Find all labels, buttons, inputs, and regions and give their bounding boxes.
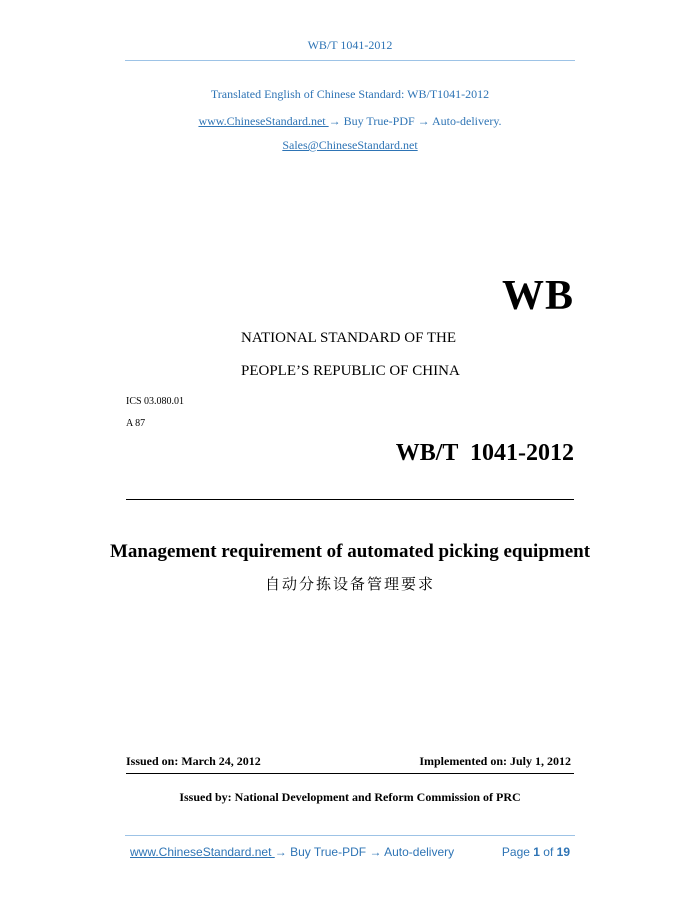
- national-standard-line1: NATIONAL STANDARD OF THE: [241, 330, 457, 346]
- purchase-line: [0, 114, 700, 129]
- footer-purchase-text: → Buy True-PDF → Auto-delivery: [274, 845, 455, 859]
- page-total: 19: [556, 845, 570, 859]
- page-current: 1: [533, 845, 540, 859]
- standard-code: WB/T 1041-2012: [395, 440, 574, 466]
- footer-links: [130, 845, 454, 859]
- issued-by: Issued by: National Development and Reform Commission of PRC: [179, 790, 521, 804]
- running-header-title: WB/T 1041-2012: [307, 38, 393, 52]
- email-line: [0, 138, 700, 153]
- sales-email-link[interactable]: Sales@ChineseStandard.net: [282, 138, 418, 152]
- title-chinese: 自动分拣设备管理要求: [264, 575, 435, 593]
- footer-divider: [125, 835, 575, 836]
- header-divider: [125, 60, 575, 61]
- of-label: of: [539, 845, 557, 859]
- page-label: Page: [501, 845, 534, 859]
- wb-mark: WB: [501, 273, 574, 319]
- page-indicator: [502, 845, 570, 859]
- site-link[interactable]: www.ChineseStandard.net: [198, 114, 329, 128]
- footer-site-link[interactable]: www.ChineseStandard.net: [130, 845, 275, 859]
- issued-on: Issued on: March 24, 2012: [126, 754, 261, 768]
- translation-notice: Translated English of Chinese Standard: WB/T1041-2012: [210, 87, 490, 101]
- purchase-text: → Buy True-PDF → Auto-delivery.: [328, 114, 502, 128]
- ics-code: ICS 03.080.01: [126, 396, 185, 407]
- dates-divider: [126, 773, 574, 774]
- title-english: Management requirement of automated picking equipment: [109, 541, 591, 562]
- code-divider: [126, 499, 574, 500]
- ccs-code: A 87: [126, 418, 146, 429]
- implemented-on: Implemented on: July 1, 2012: [419, 754, 571, 768]
- national-standard-line2: PEOPLE’S REPUBLIC OF CHINA: [241, 363, 460, 379]
